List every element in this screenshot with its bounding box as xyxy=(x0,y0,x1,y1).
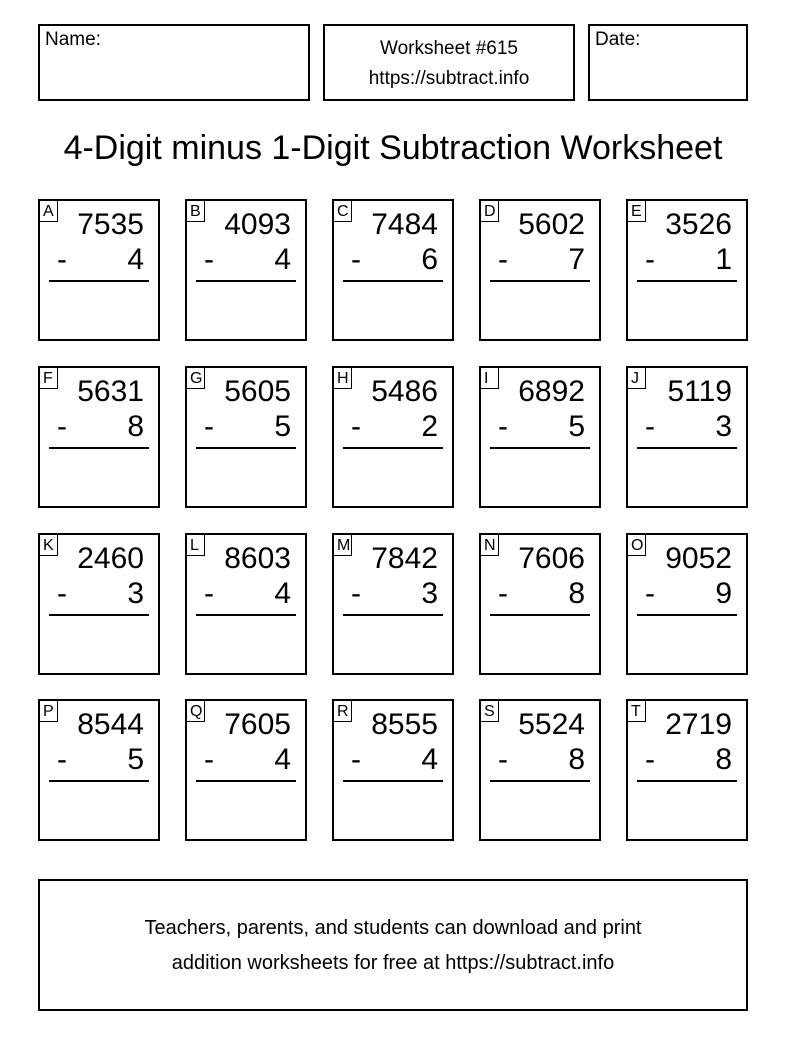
problem-subtrahend: 4 xyxy=(421,743,438,776)
problem-card-j[interactable] xyxy=(626,366,748,508)
worksheet-info-box xyxy=(323,24,575,101)
answer-line xyxy=(343,280,443,282)
problem-minuend: 8544 xyxy=(77,708,144,741)
problem-card-s[interactable] xyxy=(479,699,601,841)
problem-subtrahend: 8 xyxy=(568,577,585,610)
problem-card-o[interactable] xyxy=(626,533,748,675)
footer-line-2: addition worksheets for free at https://subtract.info xyxy=(171,952,615,974)
problem-letter: Q xyxy=(187,701,205,722)
problem-card-p[interactable] xyxy=(38,699,160,841)
problem-card-l[interactable] xyxy=(185,533,307,675)
problem-minuend: 8603 xyxy=(224,542,291,575)
problem-letter: H xyxy=(334,368,352,389)
answer-line xyxy=(490,614,590,616)
problem-letter: G xyxy=(187,368,205,389)
problem-subtrahend: 8 xyxy=(127,410,144,443)
answer-line xyxy=(343,780,443,782)
minus-sign: - xyxy=(57,577,67,610)
problem-letter: L xyxy=(187,535,205,556)
minus-sign: - xyxy=(351,410,361,443)
answer-line xyxy=(343,447,443,449)
problem-card-m[interactable] xyxy=(332,533,454,675)
page-title: 4-Digit minus 1-Digit Subtraction Worksheet xyxy=(63,129,723,167)
problem-card-g[interactable] xyxy=(185,366,307,508)
problem-card-a[interactable] xyxy=(38,199,160,341)
problem-minuend: 5631 xyxy=(77,375,144,408)
problem-subtrahend: 3 xyxy=(421,577,438,610)
minus-sign: - xyxy=(645,577,655,610)
problem-minuend: 8555 xyxy=(371,708,438,741)
minus-sign: - xyxy=(204,410,214,443)
minus-sign: - xyxy=(57,410,67,443)
problem-letter: J xyxy=(628,368,646,389)
problem-minuend: 6892 xyxy=(518,375,585,408)
minus-sign: - xyxy=(351,743,361,776)
problem-minuend: 7484 xyxy=(371,208,438,241)
problem-card-b[interactable] xyxy=(185,199,307,341)
problem-subtrahend: 4 xyxy=(127,243,144,276)
minus-sign: - xyxy=(57,243,67,276)
minus-sign: - xyxy=(351,577,361,610)
answer-line xyxy=(490,447,590,449)
problem-card-k[interactable] xyxy=(38,533,160,675)
problem-letter: A xyxy=(40,201,58,222)
problem-letter: T xyxy=(628,701,646,722)
problem-minuend: 2460 xyxy=(77,542,144,575)
date-label: Date: xyxy=(595,29,641,50)
problem-subtrahend: 5 xyxy=(568,410,585,443)
problem-subtrahend: 3 xyxy=(127,577,144,610)
problem-minuend: 7535 xyxy=(77,208,144,241)
name-field-box[interactable] xyxy=(38,24,310,101)
problem-subtrahend: 7 xyxy=(568,243,585,276)
answer-line xyxy=(196,614,296,616)
date-field-box[interactable] xyxy=(588,24,748,101)
minus-sign: - xyxy=(204,577,214,610)
problem-subtrahend: 8 xyxy=(568,743,585,776)
answer-line xyxy=(49,780,149,782)
problem-minuend: 5605 xyxy=(224,375,291,408)
answer-line xyxy=(343,614,443,616)
problem-letter: P xyxy=(40,701,58,722)
problem-minuend: 5119 xyxy=(667,375,732,408)
name-label: Name: xyxy=(45,29,101,50)
problem-minuend: 3526 xyxy=(665,208,732,241)
problem-minuend: 7842 xyxy=(371,542,438,575)
minus-sign: - xyxy=(57,743,67,776)
problem-letter: S xyxy=(481,701,499,722)
minus-sign: - xyxy=(498,743,508,776)
answer-line xyxy=(196,780,296,782)
problem-minuend: 4093 xyxy=(224,208,291,241)
problem-letter: C xyxy=(334,201,352,222)
answer-line xyxy=(196,280,296,282)
problem-subtrahend: 4 xyxy=(274,577,291,610)
footer-box xyxy=(38,879,748,1011)
answer-line xyxy=(637,280,737,282)
problem-subtrahend: 1 xyxy=(715,243,732,276)
minus-sign: - xyxy=(204,243,214,276)
problem-letter: E xyxy=(628,201,646,222)
problem-subtrahend: 5 xyxy=(274,410,291,443)
problem-minuend: 5524 xyxy=(518,708,585,741)
problem-subtrahend: 5 xyxy=(127,743,144,776)
answer-line xyxy=(49,447,149,449)
problem-letter: F xyxy=(40,368,58,389)
footer-line-1: Teachers, parents, and students can download and print xyxy=(144,917,642,939)
problem-minuend: 5602 xyxy=(518,208,585,241)
problem-card-c[interactable] xyxy=(332,199,454,341)
problem-letter: O xyxy=(628,535,646,556)
problem-letter: B xyxy=(187,201,205,222)
problem-card-h[interactable] xyxy=(332,366,454,508)
problem-subtrahend: 4 xyxy=(274,743,291,776)
answer-line xyxy=(490,280,590,282)
problem-card-t[interactable] xyxy=(626,699,748,841)
problem-subtrahend: 6 xyxy=(421,243,438,276)
minus-sign: - xyxy=(351,243,361,276)
problem-subtrahend: 9 xyxy=(715,577,732,610)
problem-minuend: 2719 xyxy=(665,708,732,741)
minus-sign: - xyxy=(204,743,214,776)
problem-card-d[interactable] xyxy=(479,199,601,341)
answer-line xyxy=(196,447,296,449)
answer-line xyxy=(490,780,590,782)
minus-sign: - xyxy=(498,410,508,443)
worksheet-website: https://subtract.info xyxy=(368,68,530,89)
problem-card-n[interactable] xyxy=(479,533,601,675)
problem-letter: M xyxy=(334,535,352,556)
problem-letter: N xyxy=(481,535,499,556)
minus-sign: - xyxy=(498,577,508,610)
problem-subtrahend: 3 xyxy=(715,410,732,443)
problem-subtrahend: 2 xyxy=(421,410,438,443)
problem-letter: R xyxy=(334,701,352,722)
minus-sign: - xyxy=(645,743,655,776)
minus-sign: - xyxy=(645,410,655,443)
minus-sign: - xyxy=(498,243,508,276)
problem-minuend: 7605 xyxy=(224,708,291,741)
problem-minuend: 9052 xyxy=(665,542,732,575)
problem-subtrahend: 4 xyxy=(274,243,291,276)
problem-subtrahend: 8 xyxy=(715,743,732,776)
answer-line xyxy=(637,780,737,782)
problem-card-f[interactable] xyxy=(38,366,160,508)
minus-sign: - xyxy=(645,243,655,276)
problem-card-i[interactable] xyxy=(479,366,601,508)
answer-line xyxy=(49,280,149,282)
problem-letter: D xyxy=(481,201,499,222)
answer-line xyxy=(637,447,737,449)
problem-card-e[interactable] xyxy=(626,199,748,341)
problem-minuend: 7606 xyxy=(518,542,585,575)
answer-line xyxy=(637,614,737,616)
worksheet-number: Worksheet #615 xyxy=(379,38,518,59)
problem-letter: I xyxy=(481,368,499,389)
answer-line xyxy=(49,614,149,616)
problem-card-r[interactable] xyxy=(332,699,454,841)
problem-card-q[interactable] xyxy=(185,699,307,841)
problem-letter: K xyxy=(40,535,58,556)
problem-minuend: 5486 xyxy=(371,375,438,408)
